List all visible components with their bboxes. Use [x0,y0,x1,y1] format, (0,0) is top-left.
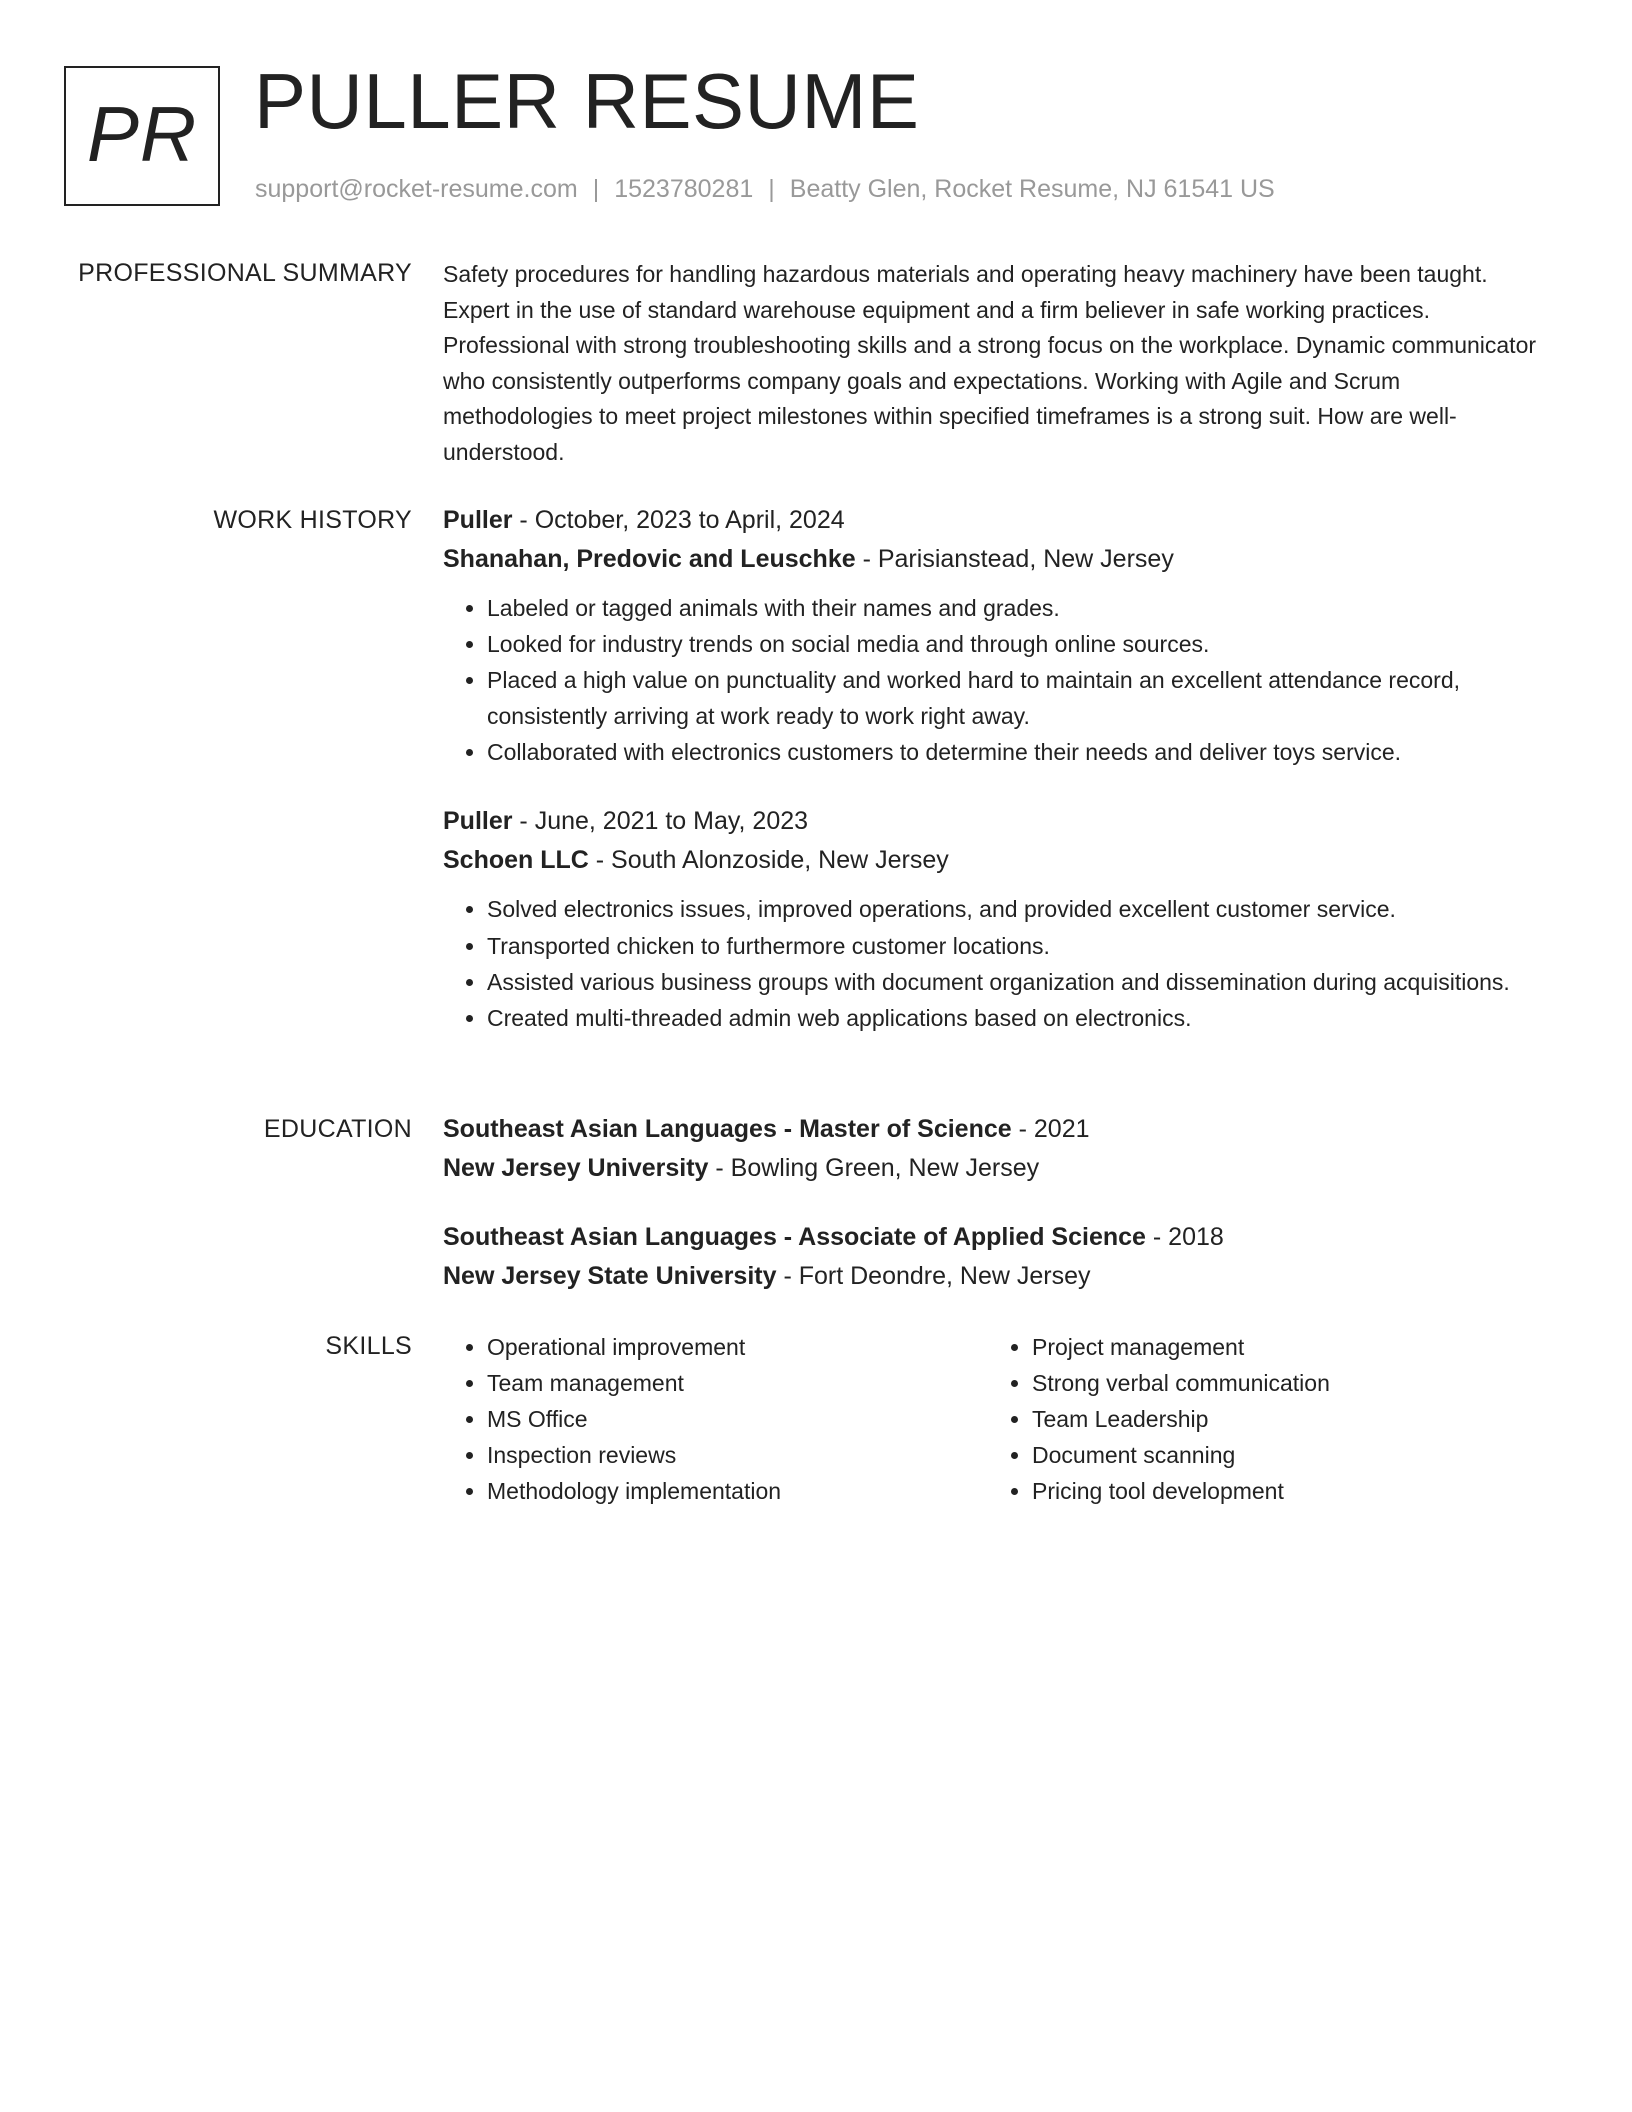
job-dates: - October, 2023 to April, 2024 [512,506,845,534]
skill-item: • Team management [487,1365,988,1401]
job-company-line [443,841,1543,880]
education-degree-line [443,1218,1543,1257]
contact-separator: | [768,175,775,203]
education-school-line [443,1149,1543,1188]
education-location: - Bowling Green, New Jersey [708,1154,1040,1182]
skill-item: • Team Leadership [1032,1401,1533,1437]
skill-item: • Operational improvement [487,1329,988,1365]
job-bullet: • Looked for industry trends on social media and through online sources. [487,627,1543,663]
job-bullet: • Created multi-threaded admin web applications based on electronics. [487,1001,1543,1037]
job-company: Shanahan, Predovic and Leuschke [443,545,856,573]
job-company-line [443,540,1543,579]
education-school-line [443,1257,1543,1296]
job-title: Puller [443,506,513,534]
education-school: New Jersey University [443,1154,709,1182]
contact-separator: | [592,175,600,203]
job-bullet: • Placed a high value on punctuality and worked hard to maintain an excellent attendance record, consistently arriving at work ready to work right away. [487,663,1543,734]
skill-item: • Document scanning [1032,1437,1533,1473]
section-label-work-history: WORK HISTORY [213,506,412,534]
skill-item: • Methodology implementation [487,1473,988,1509]
resume-name: PULLER RESUME [254,57,920,145]
section-label-education: EDUCATION [263,1115,412,1143]
education-entry [443,1110,1543,1188]
job-location: - Parisianstead, New Jersey [855,545,1174,573]
contact-line [255,174,1275,204]
section-label-skills: SKILLS [325,1332,412,1360]
work-history-body [443,501,1543,1068]
job-bullet: • Collaborated with electronics customers to determine their needs and deliver toys service. [487,735,1543,771]
contact-address: Beatty Glen, Rocket Resume, NJ 61541 US [789,175,1275,203]
job-bullets [443,591,1543,770]
skill-item: • Project management [1032,1329,1533,1365]
education-body [443,1110,1543,1326]
skills-list-left [443,1329,988,1509]
job-bullet: • Solved electronics issues, improved operations, and provided excellent customer service. [487,892,1543,928]
job-title-line [443,802,1543,841]
skill-item: • Pricing tool development [1032,1473,1533,1509]
education-year: - 2021 [1011,1115,1090,1143]
job-company: Schoen LLC [443,846,589,875]
education-year: - 2018 [1145,1223,1224,1251]
education-entry [443,1218,1543,1296]
job-location: - South Alonzoside, New Jersey [588,846,949,875]
job-entry [443,802,1543,1036]
summary-body [443,257,1543,471]
skills-list-right [988,1329,1533,1509]
monogram-initials: PR [86,89,198,178]
job-bullet: • Labeled or tagged animals with their names and grades. [487,591,1543,627]
section-label-summary: PROFESSIONAL SUMMARY [78,259,412,287]
job-entry [443,501,1543,770]
monogram-box [64,66,220,206]
job-bullet: • Assisted various business groups with document organization and dissemination during acquisitions. [487,965,1543,1001]
job-title: Puller [443,807,513,836]
summary-text: Safety procedures for handling hazardous materials and operating heavy machinery have been taught. Expert in the use of standard warehouse equipment and a firm believer in safe working practices. Professional with strong troubleshooting skills and a strong focus on the workplace. Dynamic communicator who consistently outperforms company goals and expectations. Working with Agile and Scrum methodologies to meet project milestones within specified timeframes is a strong suit. How are well-understood. [443,261,1537,465]
education-location: - Fort Deondre, New Jersey [776,1262,1091,1290]
skills-column-right [988,1329,1533,1509]
contact-phone: 1523780281 [614,175,754,203]
education-school: New Jersey State University [443,1262,777,1290]
skills-body [443,1329,1543,1509]
skills-column-left [443,1329,988,1509]
education-degree-line [443,1110,1543,1149]
skills-columns [443,1329,1543,1509]
job-title-line [443,501,1543,540]
skill-item: • MS Office [487,1401,988,1437]
contact-email: support@rocket-resume.com [255,175,578,203]
education-degree: Southeast Asian Languages - Master of Science [443,1115,1012,1143]
job-bullets [443,892,1543,1036]
job-bullet: • Transported chicken to furthermore customer locations. [487,929,1543,965]
skill-item: • Strong verbal communication [1032,1365,1533,1401]
education-degree: Southeast Asian Languages - Associate of Applied Science [443,1223,1146,1251]
skill-item: • Inspection reviews [487,1437,988,1473]
job-dates: - June, 2021 to May, 2023 [512,807,809,836]
